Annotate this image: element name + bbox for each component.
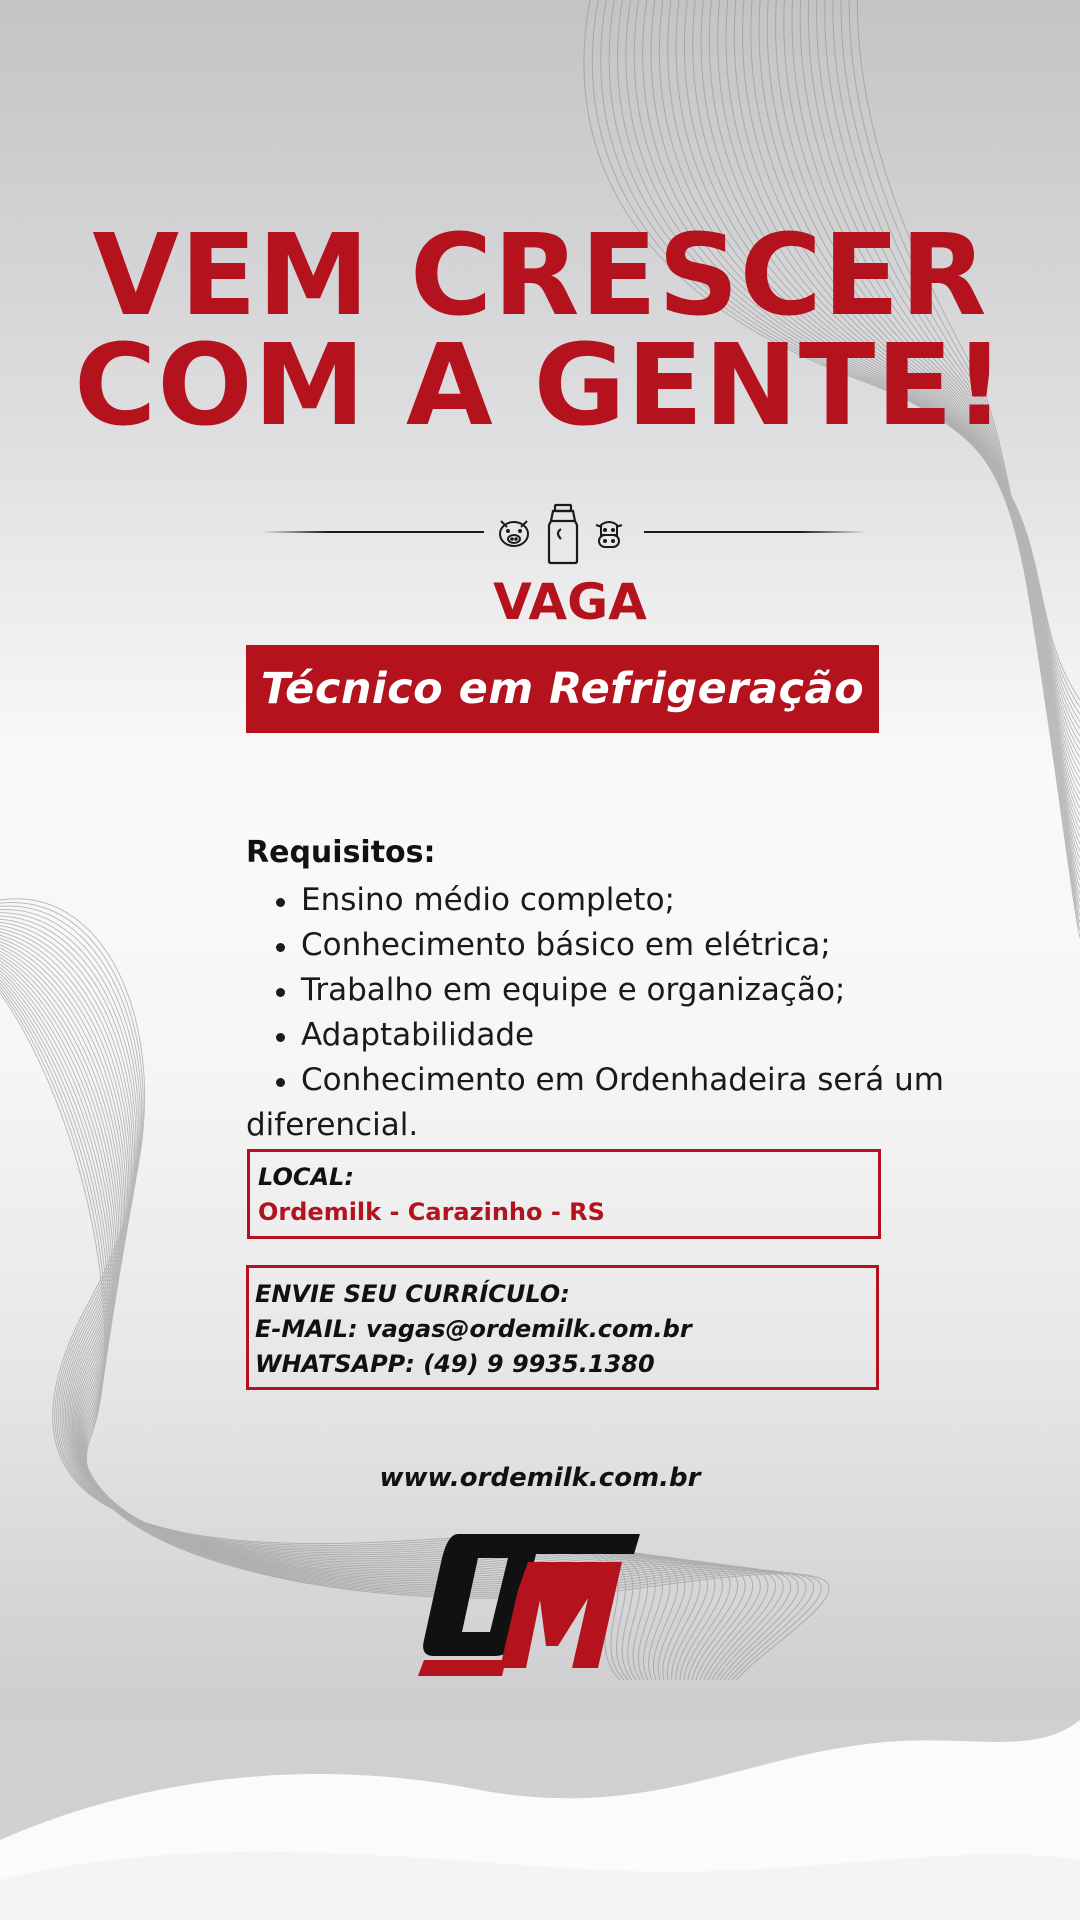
website-link[interactable]: www.ordemilk.com.br — [379, 1463, 701, 1493]
requirement-item: Trabalho em equipe e organização; — [246, 968, 1006, 1013]
contact-email[interactable]: E-MAIL: vagas@ordemilk.com.br — [255, 1315, 692, 1343]
ordemilk-logo — [418, 1528, 662, 1678]
contact-title: ENVIE SEU CURRÍCULO: — [255, 1280, 570, 1308]
contact-box — [246, 1265, 879, 1390]
divider-line-right — [644, 531, 866, 533]
requirement-item: Conhecimento em Ordenhadeira será um diferencial. — [246, 1058, 1006, 1148]
divider-line-left — [262, 531, 484, 533]
contact-whatsapp[interactable]: WHATSAPP: (49) 9 9935.1380 — [255, 1350, 655, 1378]
requirements-title: Requisitos: — [246, 835, 436, 870]
pig-face-icon — [495, 515, 533, 551]
requirements-section — [246, 828, 1006, 1148]
requirement-item: Adaptabilidade — [246, 1013, 1006, 1058]
headline-line-2: COM A GENTE! — [74, 321, 1006, 451]
headline-line-1: VEM CRESCER — [92, 211, 988, 341]
location-label: LOCAL: — [258, 1163, 354, 1191]
milk-can-icon — [541, 503, 585, 565]
requirement-item: Ensino médio completo; — [246, 878, 1006, 923]
cow-face-icon — [592, 517, 626, 551]
requirement-item: Conhecimento básico em elétrica; — [246, 923, 1006, 968]
location-value: Ordemilk - Carazinho - RS — [258, 1198, 605, 1226]
logo-red-underline — [418, 1660, 506, 1676]
location-box — [247, 1149, 881, 1239]
job-title: Técnico em Refrigeração — [260, 664, 865, 714]
job-label: VAGA — [493, 573, 647, 631]
job-title-banner — [246, 645, 879, 733]
